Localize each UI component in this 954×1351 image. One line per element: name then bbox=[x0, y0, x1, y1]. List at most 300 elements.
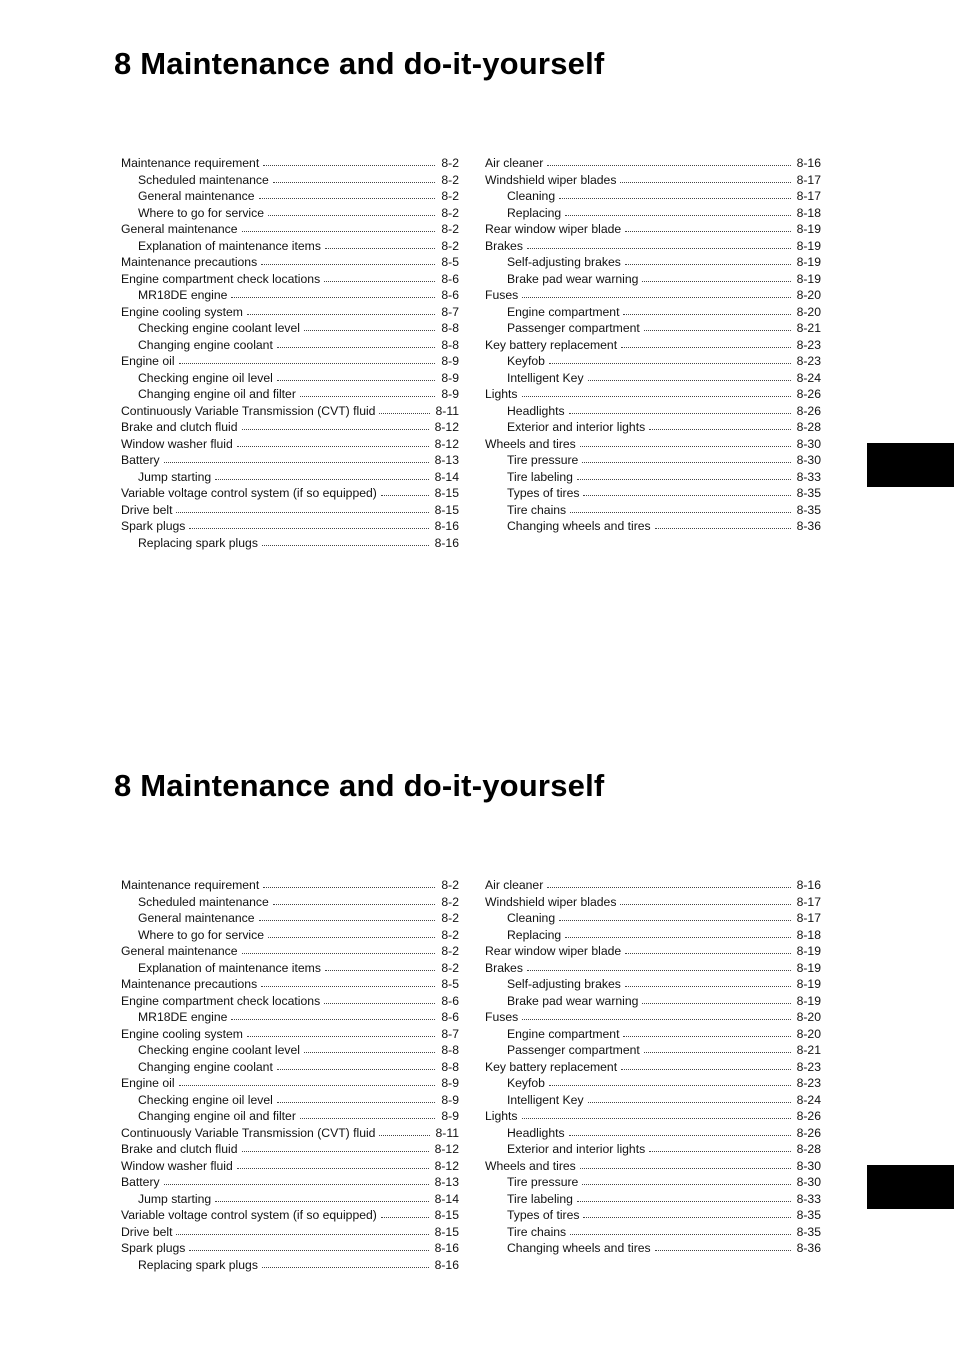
toc-entry-label: Lights bbox=[485, 1109, 518, 1123]
toc-entry-label: Brake and clutch fluid bbox=[121, 420, 238, 434]
dot-leader bbox=[261, 256, 435, 265]
toc-entry-page: 8-21 bbox=[796, 1043, 821, 1057]
toc-entry-label: Spark plugs bbox=[121, 519, 186, 533]
toc-entry-label: Tire chains bbox=[507, 502, 567, 517]
toc-entry-label: Keyfob bbox=[507, 1076, 545, 1090]
dot-leader bbox=[527, 962, 791, 971]
toc-entry[interactable] bbox=[121, 304, 459, 321]
toc-entry[interactable] bbox=[121, 943, 459, 960]
dot-leader bbox=[304, 322, 435, 331]
toc-entry-page: 8-15 bbox=[434, 502, 459, 517]
toc-entry[interactable] bbox=[485, 960, 821, 977]
toc-entry-label: Key battery replacement bbox=[485, 337, 618, 352]
toc-entry-page: 8-2 bbox=[441, 944, 459, 958]
toc-entry-page: 8-2 bbox=[441, 911, 459, 925]
toc-right-column bbox=[485, 877, 821, 1257]
toc-entry-label: Key battery replacement bbox=[485, 1059, 618, 1074]
toc-entry[interactable] bbox=[485, 1174, 821, 1191]
toc-entry[interactable] bbox=[121, 518, 459, 535]
toc-entry-label: MR18DE engine bbox=[138, 288, 228, 302]
toc-entry-page: 8-24 bbox=[796, 370, 821, 385]
toc-entry-label: Windshield wiper blades bbox=[485, 172, 617, 187]
dot-leader bbox=[237, 1160, 429, 1169]
toc-entry-page: 8-12 bbox=[434, 1158, 459, 1173]
toc-entry[interactable] bbox=[485, 877, 821, 894]
toc-entry[interactable] bbox=[485, 436, 821, 453]
toc-entry[interactable] bbox=[485, 1092, 821, 1109]
toc-entry[interactable] bbox=[121, 993, 459, 1010]
toc-entry-page: 8-8 bbox=[441, 1043, 459, 1057]
toc-entry[interactable] bbox=[485, 188, 821, 205]
dot-leader bbox=[527, 240, 791, 249]
toc-entry[interactable] bbox=[121, 188, 459, 205]
toc-entry[interactable] bbox=[485, 1075, 821, 1092]
toc-entry[interactable] bbox=[485, 353, 821, 370]
toc-entry[interactable] bbox=[485, 1059, 821, 1076]
toc-entry[interactable] bbox=[485, 386, 821, 403]
toc-entry-page: 8-21 bbox=[796, 321, 821, 335]
toc-entry-page: 8-16 bbox=[434, 519, 459, 533]
toc-entry[interactable] bbox=[121, 238, 459, 255]
dot-leader bbox=[549, 1077, 791, 1086]
toc-entry[interactable] bbox=[121, 1059, 459, 1076]
dot-leader bbox=[164, 1176, 429, 1185]
dot-leader bbox=[569, 405, 791, 414]
toc-entry[interactable] bbox=[121, 353, 459, 370]
toc-entry[interactable] bbox=[121, 535, 459, 552]
toc-entry-label: Tire labeling bbox=[507, 1191, 573, 1206]
toc-entry[interactable] bbox=[121, 469, 459, 486]
toc-entry-page: 8-30 bbox=[796, 436, 821, 451]
toc-entry-page: 8-28 bbox=[796, 420, 821, 434]
toc-entry-label: Maintenance precautions bbox=[121, 977, 258, 991]
toc-entry-page: 8-20 bbox=[796, 304, 821, 319]
toc-entry[interactable] bbox=[485, 320, 821, 337]
toc-entry-page: 8-20 bbox=[796, 1010, 821, 1024]
dot-leader bbox=[259, 912, 436, 921]
dot-leader bbox=[570, 504, 790, 513]
dot-leader bbox=[580, 1160, 791, 1169]
toc-entry[interactable] bbox=[121, 960, 459, 977]
toc-entry-page: 8-2 bbox=[441, 238, 459, 253]
dot-leader bbox=[522, 289, 790, 298]
toc-entry[interactable] bbox=[121, 1042, 459, 1059]
toc-entry[interactable] bbox=[485, 1207, 821, 1224]
dot-leader bbox=[300, 1110, 436, 1119]
dot-leader bbox=[189, 520, 428, 529]
toc-entry-page: 8-2 bbox=[441, 222, 459, 236]
toc-entry-label: Brakes bbox=[485, 960, 523, 975]
toc-entry-label: Tire chains bbox=[507, 1224, 567, 1239]
toc-entry[interactable] bbox=[121, 386, 459, 403]
dot-leader bbox=[247, 306, 435, 315]
toc-entry[interactable] bbox=[485, 221, 821, 238]
dot-leader bbox=[215, 1193, 428, 1202]
toc-entry[interactable] bbox=[121, 320, 459, 337]
toc-entry[interactable] bbox=[121, 1207, 459, 1224]
toc-entry-label: Rear window wiper blade bbox=[485, 222, 622, 236]
dot-leader bbox=[179, 355, 436, 364]
toc-entry[interactable] bbox=[121, 1224, 459, 1241]
toc-entry[interactable] bbox=[121, 1257, 459, 1274]
toc-entry-page: 8-12 bbox=[434, 1142, 459, 1156]
dot-leader bbox=[621, 339, 790, 348]
toc-entry[interactable] bbox=[485, 254, 821, 271]
toc-entry[interactable] bbox=[485, 1125, 821, 1142]
toc-entry[interactable] bbox=[485, 1026, 821, 1043]
toc-entry-page: 8-8 bbox=[441, 337, 459, 352]
toc-entry[interactable] bbox=[121, 155, 459, 172]
toc-entry-label: Engine oil bbox=[121, 354, 175, 368]
toc-entry-page: 8-11 bbox=[435, 1125, 459, 1140]
toc-entry-label: Engine compartment bbox=[507, 304, 620, 319]
dot-leader bbox=[547, 157, 790, 166]
toc-entry-label: General maintenance bbox=[121, 222, 238, 236]
toc-entry-label: Brake pad wear warning bbox=[507, 271, 639, 286]
toc-entry-label: Engine compartment check locations bbox=[121, 993, 321, 1008]
toc-entry[interactable] bbox=[485, 370, 821, 387]
toc-entry-label: Spark plugs bbox=[121, 1241, 186, 1255]
toc-entry-label: Air cleaner bbox=[485, 878, 544, 892]
toc-entry-page: 8-2 bbox=[441, 205, 459, 220]
toc-entry[interactable] bbox=[121, 1191, 459, 1208]
toc-entry-label: General maintenance bbox=[138, 911, 255, 925]
chapter-tab-marker bbox=[867, 443, 954, 487]
dot-leader bbox=[649, 421, 790, 430]
dot-leader bbox=[277, 1094, 436, 1103]
toc-entry[interactable] bbox=[121, 370, 459, 387]
toc-entry[interactable] bbox=[121, 927, 459, 944]
toc-entry-label: Jump starting bbox=[138, 1191, 212, 1206]
toc-entry-label: Self-adjusting brakes bbox=[507, 977, 621, 991]
toc-entry[interactable] bbox=[121, 502, 459, 519]
toc-entry[interactable] bbox=[485, 1009, 821, 1026]
dot-leader bbox=[569, 1127, 791, 1136]
toc-entry-page: 8-30 bbox=[796, 1158, 821, 1173]
toc-entry-page: 8-30 bbox=[796, 453, 821, 467]
dot-leader bbox=[522, 388, 791, 397]
toc-entry[interactable] bbox=[121, 172, 459, 189]
toc-entry-page: 8-9 bbox=[441, 1076, 459, 1090]
dot-leader bbox=[623, 1028, 790, 1037]
dot-leader bbox=[577, 1193, 791, 1202]
toc-entry[interactable] bbox=[485, 452, 821, 469]
toc-entry[interactable] bbox=[121, 221, 459, 238]
toc-entry[interactable] bbox=[485, 910, 821, 927]
toc-entry-label: Variable voltage control system (if so equipped) bbox=[121, 486, 377, 500]
dot-leader bbox=[642, 273, 790, 282]
toc-entry-page: 8-19 bbox=[796, 255, 821, 269]
toc-entry-label: Changing engine coolant bbox=[138, 1059, 273, 1074]
toc-entry[interactable] bbox=[485, 894, 821, 911]
toc-entry-page: 8-2 bbox=[441, 172, 459, 187]
toc-entry[interactable] bbox=[121, 1174, 459, 1191]
toc-entry-label: Wheels and tires bbox=[485, 1158, 576, 1173]
toc-entry-page: 8-8 bbox=[441, 1059, 459, 1074]
toc-entry[interactable] bbox=[121, 1108, 459, 1125]
toc-entry[interactable] bbox=[121, 337, 459, 354]
toc-entry[interactable] bbox=[121, 205, 459, 222]
dot-leader bbox=[231, 289, 435, 298]
toc-entry[interactable] bbox=[485, 976, 821, 993]
toc-entry-page: 8-16 bbox=[434, 1257, 459, 1272]
toc-entry[interactable] bbox=[121, 452, 459, 469]
toc-entry-label: Tire labeling bbox=[507, 469, 573, 484]
dot-leader bbox=[644, 1044, 791, 1053]
toc-entry-label: Self-adjusting brakes bbox=[507, 255, 621, 269]
dot-leader bbox=[379, 1127, 429, 1136]
dot-leader bbox=[324, 995, 435, 1004]
toc-entry-label: Scheduled maintenance bbox=[138, 894, 269, 909]
toc-entry[interactable] bbox=[485, 1224, 821, 1241]
toc-entry-page: 8-16 bbox=[796, 156, 821, 170]
toc-entry-page: 8-17 bbox=[796, 911, 821, 925]
toc-entry-page: 8-24 bbox=[796, 1092, 821, 1107]
toc-entry-page: 8-18 bbox=[796, 927, 821, 942]
toc-entry-label: Window washer fluid bbox=[121, 1158, 233, 1173]
toc-entry[interactable] bbox=[121, 877, 459, 894]
toc-entry-label: Explanation of maintenance items bbox=[138, 960, 321, 975]
dot-leader bbox=[277, 372, 436, 381]
toc-entry[interactable] bbox=[485, 943, 821, 960]
dot-leader bbox=[304, 1044, 435, 1053]
toc-entry-label: Maintenance precautions bbox=[121, 255, 258, 269]
toc-entry[interactable] bbox=[485, 419, 821, 436]
dot-leader bbox=[381, 1209, 429, 1218]
dot-leader bbox=[176, 1226, 428, 1235]
toc-right-column bbox=[485, 155, 821, 535]
dot-leader bbox=[215, 471, 428, 480]
toc-left-column bbox=[121, 155, 459, 551]
toc-entry-page: 8-9 bbox=[441, 387, 459, 401]
toc-entry-page: 8-9 bbox=[441, 1109, 459, 1123]
toc-entry-page: 8-8 bbox=[441, 321, 459, 335]
dot-leader bbox=[379, 405, 429, 414]
toc-entry[interactable] bbox=[485, 1240, 821, 1257]
dot-leader bbox=[582, 454, 790, 463]
toc-entry-page: 8-33 bbox=[796, 469, 821, 484]
toc-entry[interactable] bbox=[485, 271, 821, 288]
toc-entry[interactable] bbox=[121, 419, 459, 436]
toc-entry-page: 8-35 bbox=[796, 486, 821, 500]
toc-entry-label: Checking engine coolant level bbox=[138, 1043, 300, 1057]
toc-entry-label: Brake pad wear warning bbox=[507, 993, 639, 1008]
dot-leader bbox=[582, 1176, 790, 1185]
toc-entry[interactable] bbox=[121, 976, 459, 993]
toc-entry-label: Brake and clutch fluid bbox=[121, 1142, 238, 1156]
toc-entry-label: Fuses bbox=[485, 288, 519, 302]
toc-entry[interactable] bbox=[121, 1009, 459, 1026]
toc-entry-page: 8-17 bbox=[796, 894, 821, 909]
toc-entry[interactable] bbox=[121, 1092, 459, 1109]
toc-entry-label: Engine compartment bbox=[507, 1026, 620, 1041]
dot-leader bbox=[242, 421, 429, 430]
toc-entry[interactable] bbox=[121, 1240, 459, 1257]
dot-leader bbox=[565, 207, 790, 216]
toc-entry-page: 8-2 bbox=[441, 878, 459, 892]
toc-entry-label: Changing wheels and tires bbox=[507, 1241, 651, 1255]
toc-entry-label: Continuously Variable Transmission (CVT) fluid bbox=[121, 1125, 376, 1140]
dot-leader bbox=[649, 1143, 790, 1152]
toc-entry[interactable] bbox=[121, 1158, 459, 1175]
toc-entry-page: 8-35 bbox=[796, 502, 821, 517]
toc-entry[interactable] bbox=[121, 287, 459, 304]
toc-entry[interactable] bbox=[121, 271, 459, 288]
dot-leader bbox=[621, 1061, 790, 1070]
toc-entry[interactable] bbox=[485, 485, 821, 502]
toc-entry-label: Engine cooling system bbox=[121, 1026, 243, 1041]
toc-entry-page: 8-2 bbox=[441, 960, 459, 975]
toc-entry-page: 8-26 bbox=[796, 1125, 821, 1140]
toc-entry-label: Checking engine coolant level bbox=[138, 321, 300, 335]
toc-entry-page: 8-6 bbox=[441, 993, 459, 1008]
toc-entry-page: 8-16 bbox=[434, 535, 459, 550]
toc-entry-page: 8-14 bbox=[434, 469, 459, 484]
toc-entry[interactable] bbox=[121, 1125, 459, 1142]
toc-entry-page: 8-19 bbox=[796, 944, 821, 958]
toc-entry[interactable] bbox=[485, 1191, 821, 1208]
toc-entry[interactable] bbox=[485, 518, 821, 535]
toc-entry-page: 8-35 bbox=[796, 1224, 821, 1239]
dot-leader bbox=[644, 322, 791, 331]
toc-entry[interactable] bbox=[121, 254, 459, 271]
dot-leader bbox=[625, 945, 790, 954]
toc-entry-label: Intelligent Key bbox=[507, 370, 584, 385]
toc-entry[interactable] bbox=[485, 205, 821, 222]
dot-leader bbox=[522, 1011, 790, 1020]
dot-leader bbox=[242, 1143, 429, 1152]
dot-leader bbox=[522, 1110, 791, 1119]
toc-entry-label: Types of tires bbox=[507, 1208, 580, 1222]
toc-entry[interactable] bbox=[121, 1141, 459, 1158]
toc-entry[interactable] bbox=[121, 403, 459, 420]
toc-entry-label: Lights bbox=[485, 387, 518, 401]
toc-entry-label: Cleaning bbox=[507, 911, 556, 925]
toc-entry-page: 8-15 bbox=[434, 1208, 459, 1222]
dot-leader bbox=[300, 388, 436, 397]
dot-leader bbox=[176, 504, 428, 513]
toc-entry-page: 8-13 bbox=[434, 453, 459, 467]
toc-entry-label: Air cleaner bbox=[485, 156, 544, 170]
toc-entry-page: 8-36 bbox=[796, 519, 821, 533]
toc-entry-label: Tire pressure bbox=[507, 1175, 579, 1189]
toc-entry[interactable] bbox=[121, 910, 459, 927]
toc-entry-page: 8-15 bbox=[434, 486, 459, 500]
dot-leader bbox=[268, 207, 435, 216]
toc-entry[interactable] bbox=[121, 1075, 459, 1092]
toc-entry[interactable] bbox=[121, 485, 459, 502]
toc-entry-page: 8-23 bbox=[796, 1059, 821, 1074]
toc-entry[interactable] bbox=[485, 927, 821, 944]
dot-leader bbox=[263, 157, 435, 166]
toc-entry[interactable] bbox=[485, 304, 821, 321]
toc-entry[interactable] bbox=[485, 403, 821, 420]
toc-entry-label: Windshield wiper blades bbox=[485, 894, 617, 909]
toc-entry[interactable] bbox=[485, 1141, 821, 1158]
toc-entry[interactable] bbox=[121, 1026, 459, 1043]
dot-leader bbox=[625, 256, 791, 265]
toc-entry-page: 8-11 bbox=[435, 403, 459, 418]
toc-entry-page: 8-16 bbox=[796, 878, 821, 892]
dot-leader bbox=[547, 879, 790, 888]
toc-entry-page: 8-30 bbox=[796, 1175, 821, 1189]
toc-entry[interactable] bbox=[485, 1042, 821, 1059]
dot-leader bbox=[247, 1028, 435, 1037]
toc-entry-label: General maintenance bbox=[121, 944, 238, 958]
toc-entry-page: 8-5 bbox=[441, 255, 459, 269]
toc-entry-page: 8-17 bbox=[796, 172, 821, 187]
toc-entry[interactable] bbox=[485, 1108, 821, 1125]
toc-entry[interactable] bbox=[485, 469, 821, 486]
toc-entry-page: 8-20 bbox=[796, 1026, 821, 1041]
toc-entry-label: Replacing spark plugs bbox=[138, 1257, 258, 1272]
toc-entry-label: Tire pressure bbox=[507, 453, 579, 467]
toc-entry[interactable] bbox=[485, 238, 821, 255]
toc-entry-label: Wheels and tires bbox=[485, 436, 576, 451]
toc-entry-label: Passenger compartment bbox=[507, 1043, 640, 1057]
toc-entry[interactable] bbox=[485, 1158, 821, 1175]
toc-entry[interactable] bbox=[485, 337, 821, 354]
toc-entry-label: Engine cooling system bbox=[121, 304, 243, 319]
dot-leader bbox=[325, 962, 435, 971]
toc-entry-label: Types of tires bbox=[507, 486, 580, 500]
toc-entry[interactable] bbox=[121, 436, 459, 453]
toc-entry-page: 8-6 bbox=[441, 271, 459, 286]
dot-leader bbox=[237, 438, 429, 447]
toc-entry-page: 8-9 bbox=[441, 1092, 459, 1107]
toc-entry-page: 8-12 bbox=[434, 436, 459, 451]
chapter-tab-marker bbox=[867, 1165, 954, 1209]
toc-entry-page: 8-26 bbox=[796, 387, 821, 401]
dot-leader bbox=[324, 273, 435, 282]
toc-entry[interactable] bbox=[485, 155, 821, 172]
toc-entry-page: 8-23 bbox=[796, 354, 821, 368]
toc-entry-label: Where to go for service bbox=[138, 927, 264, 942]
dot-leader bbox=[242, 945, 436, 954]
toc-entry-label: Exterior and interior lights bbox=[507, 420, 646, 434]
dot-leader bbox=[164, 454, 429, 463]
toc-entry[interactable] bbox=[485, 993, 821, 1010]
page-title: 8 Maintenance and do-it-yourself bbox=[114, 46, 605, 81]
toc-entry-page: 8-35 bbox=[796, 1208, 821, 1222]
toc-entry[interactable] bbox=[485, 172, 821, 189]
toc-entry-page: 8-20 bbox=[796, 288, 821, 302]
toc-entry-label: Brakes bbox=[485, 238, 523, 253]
toc-entry-label: Headlights bbox=[507, 403, 565, 418]
toc-entry-label: MR18DE engine bbox=[138, 1010, 228, 1024]
dot-leader bbox=[262, 537, 429, 546]
dot-leader bbox=[583, 1209, 790, 1218]
toc-entry[interactable] bbox=[485, 502, 821, 519]
toc-entry-page: 8-23 bbox=[796, 1076, 821, 1090]
toc-entry-page: 8-16 bbox=[434, 1241, 459, 1255]
toc-entry[interactable] bbox=[121, 894, 459, 911]
toc-entry-page: 8-19 bbox=[796, 960, 821, 975]
dot-leader bbox=[583, 487, 790, 496]
toc-entry-page: 8-2 bbox=[441, 189, 459, 203]
dot-leader bbox=[259, 190, 436, 199]
dot-leader bbox=[620, 896, 790, 905]
toc-entry-page: 8-6 bbox=[441, 1010, 459, 1024]
toc-entry-page: 8-28 bbox=[796, 1142, 821, 1156]
toc-entry-page: 8-26 bbox=[796, 1109, 821, 1123]
dot-leader bbox=[570, 1226, 790, 1235]
toc-entry-label: Scheduled maintenance bbox=[138, 172, 269, 187]
toc-entry[interactable] bbox=[485, 287, 821, 304]
toc-entry-page: 8-2 bbox=[441, 894, 459, 909]
dot-leader bbox=[623, 306, 790, 315]
toc-entry-page: 8-14 bbox=[434, 1191, 459, 1206]
